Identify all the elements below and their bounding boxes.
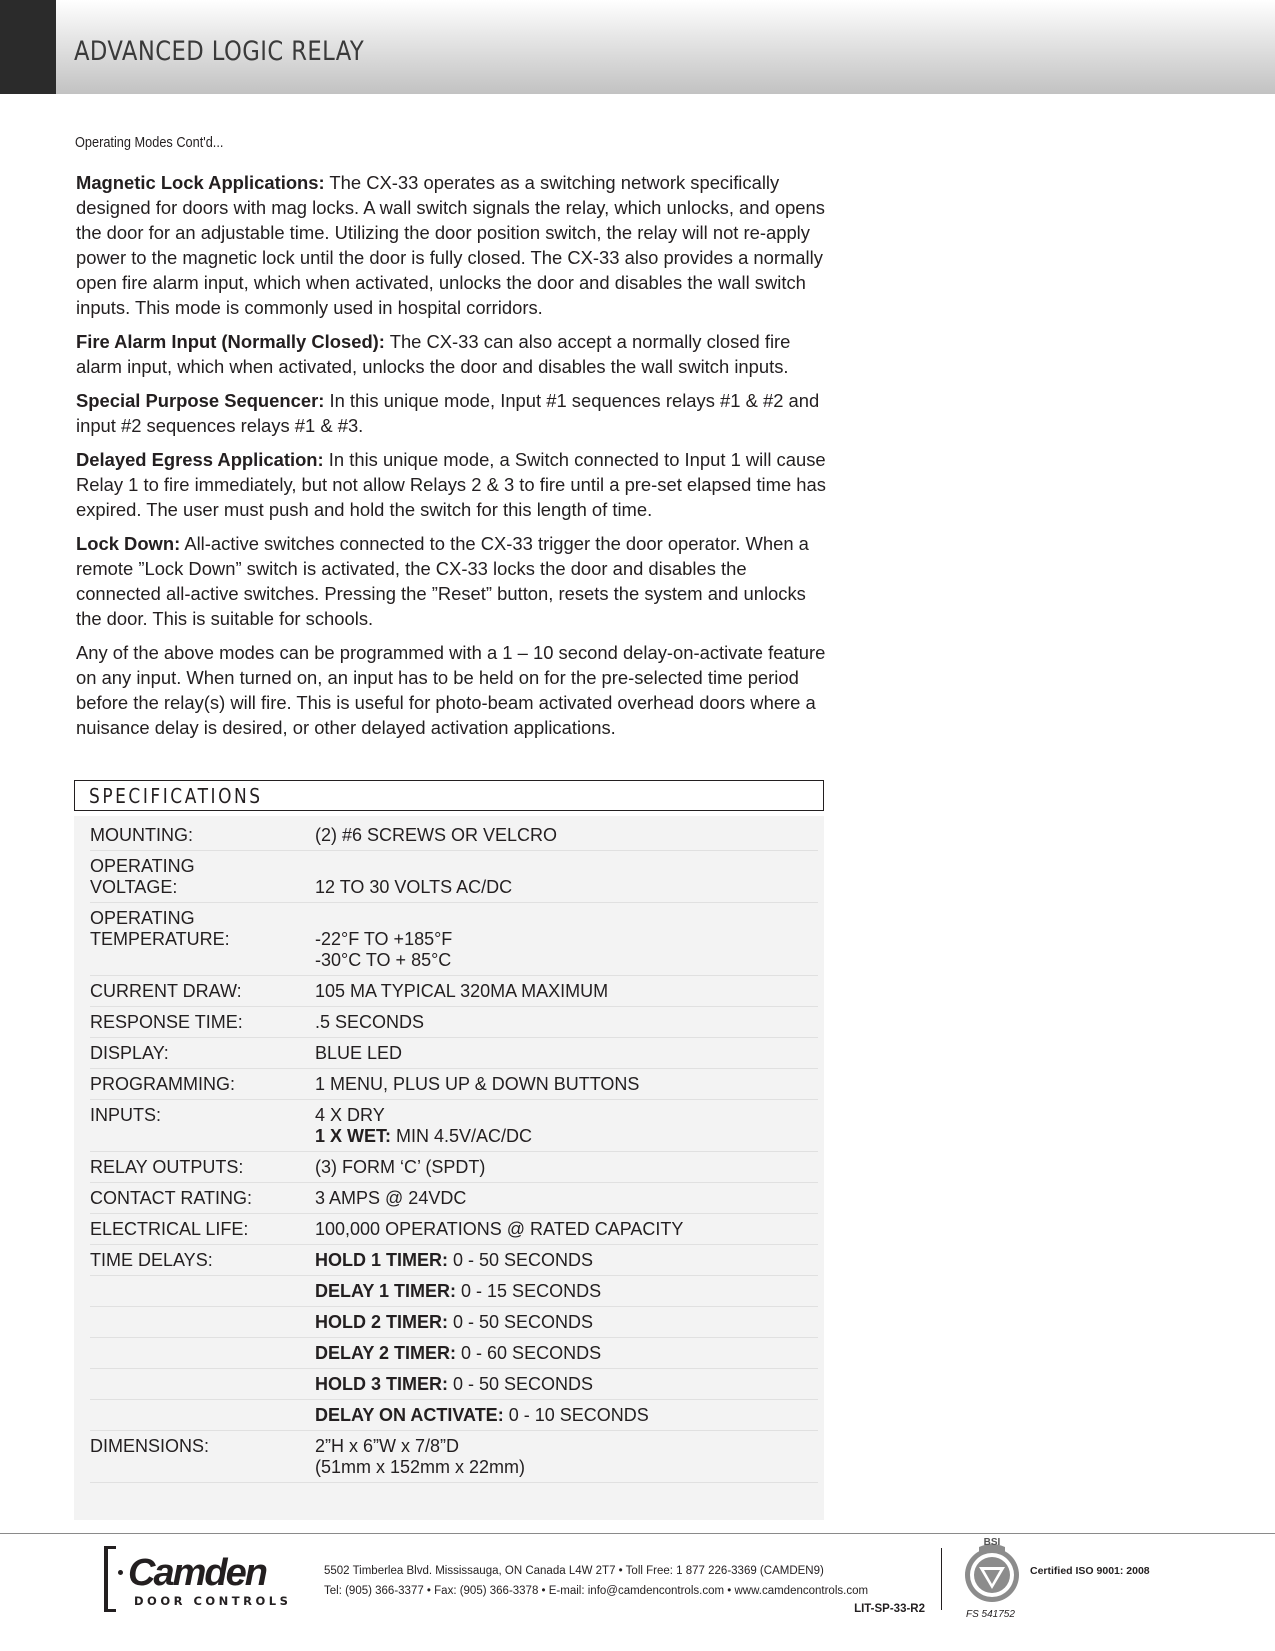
spec-row-temperature — [90, 903, 818, 976]
spec-value-lead: DELAY ON ACTIVATE: — [315, 1405, 504, 1425]
spec-row-electrical-life — [90, 1214, 818, 1245]
spec-value-line — [315, 1126, 818, 1147]
fs-number: FS 541752 — [966, 1609, 1015, 1620]
spec-label: PROGRAMMING: — [90, 1074, 236, 1094]
footer-divider — [0, 1533, 1275, 1534]
spec-label — [90, 908, 315, 971]
spec-value-line: (51mm x 152mm x 22mm) — [315, 1457, 526, 1477]
paragraph-lock-down — [76, 531, 836, 631]
paragraph-delayed-egress — [76, 447, 836, 522]
bsi-label: BSI — [983, 1537, 1001, 1548]
page-title: ADVANCED LOGIC RELAY — [74, 36, 365, 67]
specifications-heading-box — [74, 780, 824, 811]
paragraph-body: Any of the above modes can be programmed with a 1 – 10 second delay-on-activate feature on any input. When turned on, an input has to be held on for the pre-selected time period before the relay(s) will fire. This is useful for photo-beam activated overhead doors where a nuisance delay is desired, or other delayed activation applications. — [76, 642, 826, 738]
spec-value — [315, 1312, 818, 1333]
spec-label-text: ELECTRICAL LIFE — [90, 1219, 244, 1239]
spec-value-text: 0 - 50 SECONDS — [448, 1312, 594, 1332]
spec-value-line: 2”H x 6”W x 7/8”D — [315, 1436, 460, 1456]
spec-value-text: 0 - 15 SECONDS — [456, 1281, 602, 1301]
spec-value: .5 SECONDS — [315, 1012, 425, 1032]
spec-value — [315, 1405, 818, 1426]
spec-value-text: 0 - 50 SECONDS — [448, 1250, 594, 1270]
paragraph-body: In this unique mode, Input #1 sequences relays #1 & #2 and input #2 sequences relays #1 & #3. — [76, 390, 820, 436]
spec-row-voltage — [90, 851, 818, 903]
spec-label-empty — [90, 1405, 315, 1426]
bsi-certification-icon — [957, 1537, 1027, 1607]
spec-value — [315, 1105, 818, 1147]
spec-value-lead: HOLD 2 TIMER: — [315, 1312, 448, 1332]
footer-address: 5502 Timberlea Blvd. Mississauga, ON Canada L4W 2T7 • Toll Free: 1 877 226-3369 (CAMDEN9) — [324, 1565, 824, 1577]
spec-label-line: VOLTAGE: — [90, 877, 178, 897]
logo-dot — [118, 1570, 123, 1575]
spec-label — [90, 856, 315, 898]
page-header — [0, 0, 1275, 94]
specifications-heading: SPECIFICATIONS — [89, 784, 263, 808]
spec-value: 12 TO 30 VOLTS AC/DC — [315, 877, 513, 897]
spec-label: TIME DELAYS: — [90, 1250, 213, 1270]
spec-row-programming — [90, 1069, 818, 1100]
paragraph-fire-alarm — [76, 329, 836, 379]
spec-label: CONTACT RATING: — [90, 1188, 252, 1208]
logo-wordmark: Camden — [128, 1552, 266, 1594]
spec-label: DISPLAY: — [90, 1043, 169, 1063]
spec-label: RESPONSE TIME: — [90, 1012, 243, 1032]
spec-value: BLUE LED — [315, 1043, 403, 1063]
operating-modes-text — [76, 170, 836, 749]
spec-value-text: 0 - 60 SECONDS — [456, 1343, 602, 1363]
camden-logo — [104, 1546, 309, 1614]
spec-value-line: -30°C TO + 85°C — [315, 950, 452, 970]
paragraph-lead: Magnetic Lock Applications: — [76, 172, 325, 193]
specifications-table-box — [74, 816, 824, 1520]
spec-label: CURRENT DRAW: — [90, 981, 242, 1001]
logo-bracket — [104, 1546, 116, 1612]
spec-row-time-delay — [90, 1369, 818, 1400]
paragraph-body: The CX-33 can also accept a normally closed fire alarm input, which when activated, unlocks the door and disables the wall switch inputs. — [76, 331, 791, 377]
spec-row-mounting — [90, 820, 818, 851]
spec-label-empty — [90, 1312, 315, 1333]
paragraph-delay-on-activate — [76, 640, 836, 740]
spec-label-line: OPERATING — [90, 908, 195, 928]
spec-label-empty — [90, 1281, 315, 1302]
spec-value — [315, 1281, 818, 1302]
paragraph-body: The CX-33 operates as a switching network specifically designed for doors with mag locks. A wall switch signals the relay, which unlocks, and opens the door for an adjustable time. Utilizing the door position switch, the relay will not re-apply power to the magnetic lock until the door is fully closed. The CX-33 also provides a normally open fire alarm input, which when activated, unlocks the door and disables the wall switch inputs. This mode is commonly used in hospital corridors. — [76, 172, 825, 318]
paragraph-lead: Fire Alarm Input (Normally Closed): — [76, 331, 385, 352]
spec-value: 105 MA TYPICAL 320MA MAXIMUM — [315, 981, 609, 1001]
spec-label-line: TEMPERATURE: — [90, 929, 230, 949]
spec-label: DIMENSIONS: — [90, 1436, 210, 1456]
logo-tagline: DOOR CONTROLS — [134, 1594, 292, 1608]
footer-contact: Tel: (905) 366-3377 • Fax: (905) 366-3378 • E-mail: info@camdencontrols.com • www.camdencontrols.com — [324, 1585, 869, 1597]
spec-value: (3) FORM ‘C’ (SPDT) — [315, 1157, 486, 1177]
spec-value-lead: HOLD 1 TIMER: — [315, 1250, 448, 1270]
spec-label: INPUTS: — [90, 1105, 162, 1125]
paragraph-body: All-active switches connected to the CX-33 trigger the door operator. When a remote ”Lock Down” switch is activated, the CX-33 locks the door and disables the connected all-active switches. Pressing the ”Reset” button, resets the system and unlocks the door. This is suitable for schools. — [76, 533, 809, 629]
paragraph-lead: Delayed Egress Application: — [76, 449, 324, 470]
spec-value-line: -22°F TO +185°F — [315, 929, 453, 949]
spec-row-time-delay — [90, 1276, 818, 1307]
section-subhead: Operating Modes Cont'd... — [75, 134, 224, 151]
spec-row-time-delays — [90, 1245, 818, 1276]
spec-row-current — [90, 976, 818, 1007]
header-accent-block — [0, 0, 56, 94]
spec-value-text: MIN 4.5V/AC/DC — [391, 1126, 533, 1146]
spec-row-time-delay — [90, 1400, 818, 1431]
spec-label-empty — [90, 1374, 315, 1395]
specifications-table — [90, 820, 818, 1483]
spec-row-time-delay — [90, 1307, 818, 1338]
spec-label: MOUNTING: — [90, 825, 193, 845]
spec-row-relay-outputs — [90, 1152, 818, 1183]
spec-value: 100,000 OPERATIONS @ RATED CAPACITY — [315, 1219, 684, 1239]
spec-value: 3 AMPS @ 24VDC — [315, 1188, 467, 1208]
spec-value-lead: DELAY 2 TIMER: — [315, 1343, 457, 1363]
paragraph-magnetic-lock — [76, 170, 836, 320]
paragraph-body: In this unique mode, a Switch connected to Input 1 will cause Relay 1 to fire immediately, but not allow Relays 2 & 3 to fire until a pre-set elapsed time has expired. The user must push and hold the switch for this length of time. — [76, 449, 826, 520]
footer-vertical-divider — [941, 1548, 942, 1610]
spec-label-empty — [90, 1343, 315, 1364]
spec-label-colon: : — [243, 1219, 249, 1239]
spec-row-time-delay — [90, 1338, 818, 1369]
spec-row-inputs — [90, 1100, 818, 1152]
paragraph-sequencer — [76, 388, 836, 438]
spec-value — [315, 1374, 818, 1395]
spec-label-line: OPERATING — [90, 856, 195, 876]
spec-value-text: 0 - 50 SECONDS — [448, 1374, 594, 1394]
spec-value — [315, 908, 818, 971]
spec-value: (2) #6 SCREWS OR VELCRO — [315, 825, 558, 845]
spec-value — [315, 1436, 818, 1478]
spec-label — [90, 1219, 315, 1240]
paragraph-lead: Special Purpose Sequencer: — [76, 390, 325, 411]
spec-value-lead: DELAY 1 TIMER: — [315, 1281, 457, 1301]
spec-value — [315, 1250, 818, 1271]
spec-value-text: 0 - 10 SECONDS — [503, 1405, 649, 1425]
spec-value-line: 4 X DRY — [315, 1105, 385, 1125]
spec-label: RELAY OUTPUTS: — [90, 1157, 244, 1177]
spec-value-lead: HOLD 3 TIMER: — [315, 1374, 448, 1394]
iso-certification: Certified ISO 9001: 2008 — [1030, 1565, 1150, 1577]
literature-code: LIT-SP-33-R2 — [854, 1603, 925, 1615]
spec-row-display — [90, 1038, 818, 1069]
spec-row-contact-rating — [90, 1183, 818, 1214]
spec-row-dimensions — [90, 1431, 818, 1483]
spec-value: 1 MENU, PLUS UP & DOWN BUTTONS — [315, 1074, 640, 1094]
paragraph-lead: Lock Down: — [76, 533, 181, 554]
spec-value-lead: 1 X WET: — [315, 1126, 392, 1146]
spec-value — [315, 1343, 818, 1364]
spec-row-response — [90, 1007, 818, 1038]
